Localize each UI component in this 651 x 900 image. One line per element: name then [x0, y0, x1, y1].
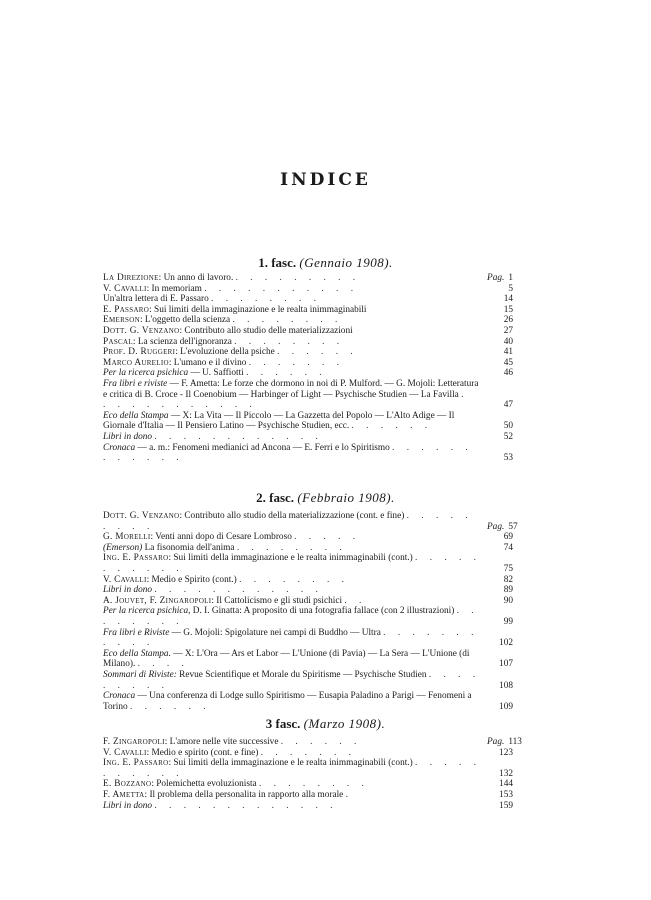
section-1-entries: [103, 273, 513, 464]
entry-title: : Un anno di lavoro.: [158, 273, 234, 283]
entry-title: Per la ricerca psichica — U. Saffiotti: [103, 368, 244, 379]
toc-entry: [103, 337, 513, 348]
page-value: 107: [499, 659, 513, 670]
page-value: 45: [503, 357, 513, 368]
page-value: 47: [503, 400, 513, 411]
entry-title: : Contributo allo studio delle materializzazioni: [179, 325, 353, 336]
entry-author: F. Zingaropoli: [103, 737, 165, 747]
leader-dots: . . . . . .: [277, 347, 358, 358]
toc-entry: [103, 553, 513, 574]
page-value: 52: [503, 431, 513, 442]
toc-entry: [103, 326, 513, 337]
page-number: [487, 294, 513, 305]
toc-entry: [103, 411, 513, 432]
page-value: 132: [499, 768, 513, 779]
page-number: [487, 702, 513, 713]
section-number: 1. fasc.: [258, 255, 297, 270]
entry-title: : Sui limiti della immaginazione e le realta inimmaginabili: [149, 304, 367, 315]
page-value: 40: [503, 336, 513, 347]
page-number: [487, 305, 513, 316]
leader-dots: . . . . . . . . .: [103, 669, 481, 691]
page-value: 1: [508, 273, 513, 283]
page-number: [487, 400, 513, 411]
page-value: 109: [499, 701, 513, 712]
toc-entry: [103, 305, 513, 316]
toc-entry: [103, 748, 513, 759]
leader-dots: . . . . . . . . . . .: [103, 627, 479, 649]
leader-dots: . . . . . . . . . . . .: [103, 389, 469, 411]
leader-dots: . . . . . . . . .: [235, 273, 361, 283]
entry-title: : La scienza dell'ignoranza: [132, 336, 232, 347]
entry-title: : Il problema della personalita in rapporto alla morale: [144, 789, 344, 800]
leader-dots: . . . . . . . .: [258, 779, 369, 790]
toc-entry: [103, 575, 513, 586]
page-number: [487, 617, 513, 628]
page-value: 123: [499, 747, 513, 758]
entry-author: E. Bozzano: [103, 779, 152, 790]
entry-title: Fra libri e riviste — F. Ametta: Le forze che dormono in noi di P. Mulford. — G. Mojoli: Letteratura e critica di B. Croce - Il Coenobium — Harbinger of Light — Psychische Studien — La Favilla: [103, 378, 479, 400]
toc-entry: [103, 443, 513, 464]
leader-dots: . . . . .: [294, 532, 361, 543]
leader-dots: . . . . . . . . . . .: [103, 758, 481, 779]
page-number: [487, 564, 513, 575]
entry-title: : Contributo allo studio della materializzazione (cont. e fine): [179, 511, 405, 521]
toc-entry: [103, 790, 513, 801]
entry-title: : Sui limiti della immaginazione e le realta inimmaginabili (cont.): [168, 553, 413, 564]
entry-title: : Venti anni dopo di Cesare Lombroso: [150, 532, 292, 543]
section-date: (Febbraio 1908).: [297, 490, 395, 505]
toc-entry: [103, 294, 513, 305]
page-value: 14: [503, 294, 513, 305]
page-value: 90: [503, 595, 513, 606]
entry-author: Prof. D. Ruggeri: [103, 347, 176, 358]
page-number: [487, 421, 513, 432]
leader-dots: . .: [344, 595, 367, 606]
entry-author: La Direzione: [103, 273, 159, 283]
leader-dots: . . . . . . . . . . .: [103, 553, 481, 574]
page-number: [487, 315, 513, 326]
entry-title: (Emerson) La fisonomia dell'anima: [103, 542, 235, 553]
entry-author: Dott. G. Venzano: [103, 511, 180, 521]
page-number: [487, 337, 513, 348]
page-number: [487, 737, 522, 748]
section-date: (Gennaio 1908).: [299, 255, 393, 270]
leader-dots: . . . . . . . . . . . . .: [154, 800, 338, 811]
toc-entry: [103, 315, 513, 326]
page-value: 82: [503, 574, 513, 585]
page-number: [487, 284, 513, 295]
entry-author: A. Jouvet, F. Zingaropoli: [103, 595, 212, 606]
leader-dots: . . . . . . . . .: [103, 511, 473, 532]
page-prefix: Pag.: [487, 273, 505, 283]
entry-author: G. Morelli: [103, 532, 151, 543]
page-value: 113: [508, 737, 522, 747]
toc-entry: [103, 532, 513, 543]
page-prefix: Pag.: [487, 521, 505, 532]
page-prefix: Pag.: [487, 737, 505, 747]
toc-entry: [103, 596, 513, 607]
toc-entry: [103, 347, 513, 358]
toc-entry: [103, 368, 513, 379]
entry-author: Emerson: [103, 315, 140, 326]
entry-title: : L'umano e il divino: [168, 357, 247, 368]
page-number: [487, 638, 513, 649]
toc-entry: [103, 585, 513, 596]
page-number: [487, 358, 513, 369]
entry-title: Fra libri e Riviste — G. Mojoli: Spigolature nei campi di Buddho — Ultra: [103, 627, 381, 638]
page-value: 15: [503, 304, 513, 315]
entry-title: Per la ricerca psichica, D. I. Ginatta: A proposito di una fotografia fallace (con 2 illustrazioni): [103, 606, 455, 617]
entry-title: : In memoriam: [146, 283, 202, 294]
page-number: [487, 596, 513, 607]
page-number: [487, 801, 513, 812]
toc-entry: [103, 737, 522, 748]
entry-title: Libri in dono: [103, 585, 153, 596]
page-number: [487, 543, 513, 554]
page-value: 46: [503, 368, 513, 379]
section-heading: [0, 490, 651, 506]
page-number: [487, 326, 513, 337]
page-value: 74: [503, 542, 513, 553]
entry-title: : L'evoluzione della psiche: [175, 347, 275, 358]
leader-dots: . . . . . . . . . . . .: [103, 442, 473, 464]
page-number: [487, 790, 513, 801]
toc-entry: [103, 670, 513, 691]
leader-dots: . . . . . .: [129, 701, 211, 712]
page-number: [487, 521, 518, 533]
entry-author: Ing. E. Passaro: [103, 758, 169, 769]
toc-entry: [103, 801, 513, 812]
page-number: [487, 779, 513, 790]
entry-title: Libri in dono: [103, 800, 153, 811]
entry-author: E. Passaro: [103, 304, 150, 315]
toc-entry: [103, 758, 513, 779]
entry-title: Libri in dono: [103, 431, 153, 442]
section-number: 3 fasc.: [265, 716, 301, 731]
entry-title: Cronaca — a. m.: Fenomeni medianici ad Ancona — E. Ferri e lo Spiritismo: [103, 442, 390, 453]
page-number: [487, 748, 513, 759]
toc-entry: [103, 432, 513, 443]
leader-dots: . . . . . . . .: [239, 574, 349, 585]
toc-entry: [103, 606, 513, 627]
section-date: (Marzo 1908).: [303, 716, 386, 731]
page-number: [487, 532, 513, 543]
page-number: [487, 575, 513, 586]
entry-title: : Medio e spirito (cont. e fine): [146, 747, 259, 758]
toc-entry: [103, 284, 513, 295]
page-value: 108: [499, 680, 513, 691]
entry-title: : L'oggetto della scienza: [139, 315, 231, 326]
entry-title: : L'amore nelle vite successive: [164, 737, 279, 747]
leader-dots: . . . . . .: [351, 421, 433, 432]
page-number: [487, 769, 513, 780]
section-3-entries: [103, 737, 522, 811]
leader-dots: . . . . . .: [280, 737, 362, 747]
toc-entry: [103, 649, 513, 670]
page-value: 53: [503, 453, 513, 464]
entry-author: Ing. E. Passaro: [103, 553, 169, 564]
toc-entry: [103, 691, 513, 712]
page-number: [487, 432, 513, 443]
leader-dots: . . . . . . .: [248, 357, 344, 368]
leader-dots: . . . . . .: [246, 368, 327, 379]
entry-author: V. Cavalli: [103, 574, 147, 585]
leader-dots: . . . . . . . .: [234, 336, 345, 347]
entry-author: Pascal: [103, 336, 133, 347]
entry-title: : Polemichetta evoluzionista: [151, 779, 257, 790]
entry-author: Dott. G. Venzano: [103, 325, 180, 336]
leader-dots: . . . . . . . .: [236, 542, 347, 553]
toc-entry: [103, 273, 513, 284]
page-value: 153: [499, 789, 513, 800]
entry-author: V. Cavalli: [103, 283, 147, 294]
toc-entry: [103, 358, 513, 369]
page-value: 27: [503, 325, 513, 336]
toc-entry: [103, 543, 513, 554]
toc-entry: [103, 379, 513, 411]
page-number: [487, 273, 513, 284]
leader-dots: . . . . . . .: [260, 747, 356, 758]
page-value: 57: [508, 521, 518, 532]
section-number: 2. fasc.: [256, 490, 295, 505]
entry-author: F. Ametta: [103, 789, 145, 800]
page-number: [487, 659, 513, 670]
entry-title: : Medio e Spirito (cont.): [146, 574, 237, 585]
leader-dots: . . . . . . . .: [103, 606, 479, 627]
entry-title: Eco della Stampa — X: La Vita — Il Piccolo — La Gazzetta del Popolo — L'Alto Adige — Il Giornale d'Italia — Il Pensiero Latino — Psychische Studien, ecc.: [103, 410, 455, 432]
page-value: 5: [508, 283, 513, 294]
toc-entry: [103, 511, 518, 532]
leader-dots: . . . . . . . .: [232, 315, 343, 326]
entry-title: Eco della Stampa. — X: L'Ora — Ars et Labor — L'Unione (di Pavia) — La Sera — L'Unione (di Milano).: [103, 648, 470, 670]
leader-dots: . . . . . . . .: [211, 294, 321, 305]
page-value: 102: [499, 638, 513, 649]
leader-dots: .: [345, 789, 353, 800]
leader-dots: . . . . . . . . . . .: [204, 283, 359, 294]
entry-author: Marco Aurelio: [103, 357, 169, 368]
section-heading: [0, 255, 651, 271]
leader-dots: . . . . . . . . . . . .: [154, 585, 323, 596]
page-number: [487, 453, 513, 464]
leader-dots: . . . . . . . . . . . .: [154, 431, 323, 442]
entry-title: : Il Cattolicismo e gli studi psichici: [211, 595, 343, 606]
page-value: 50: [503, 421, 513, 432]
page-number: [487, 681, 513, 692]
entry-title: Sommari di Riviste: Revue Scientifique et Morale du Spiritisme — Psychische Studien: [103, 669, 427, 680]
page-value: 75: [503, 563, 513, 574]
section-2-entries: [103, 511, 518, 712]
page-value: 159: [499, 800, 513, 811]
entry-author: V. Cavalli: [103, 747, 147, 758]
section-heading: [0, 716, 651, 732]
page-value: 144: [499, 779, 513, 790]
page-number: [487, 368, 513, 379]
entry-title: Cronaca — Una conferenza di Lodge sullo Spiritismo — Eusapia Paladino a Parigi — Fenomeni a Torino: [103, 691, 472, 712]
entry-title: : Sui limiti della immaginazione e le realta inimmaginabili (cont.): [168, 758, 413, 769]
page-title: INDICE: [280, 170, 371, 190]
page-value: 89: [503, 585, 513, 596]
entry-title: Un'altra lettera di E. Passaro: [103, 294, 209, 305]
page-number: [487, 347, 513, 358]
toc-entry: [103, 628, 513, 649]
page-number: [487, 585, 513, 596]
page-value: 41: [503, 347, 513, 358]
page-value: 69: [503, 532, 513, 543]
toc-entry: [103, 779, 513, 790]
leader-dots: . . . .: [137, 659, 189, 670]
page-value: 99: [503, 616, 513, 627]
page-value: 26: [503, 315, 513, 326]
